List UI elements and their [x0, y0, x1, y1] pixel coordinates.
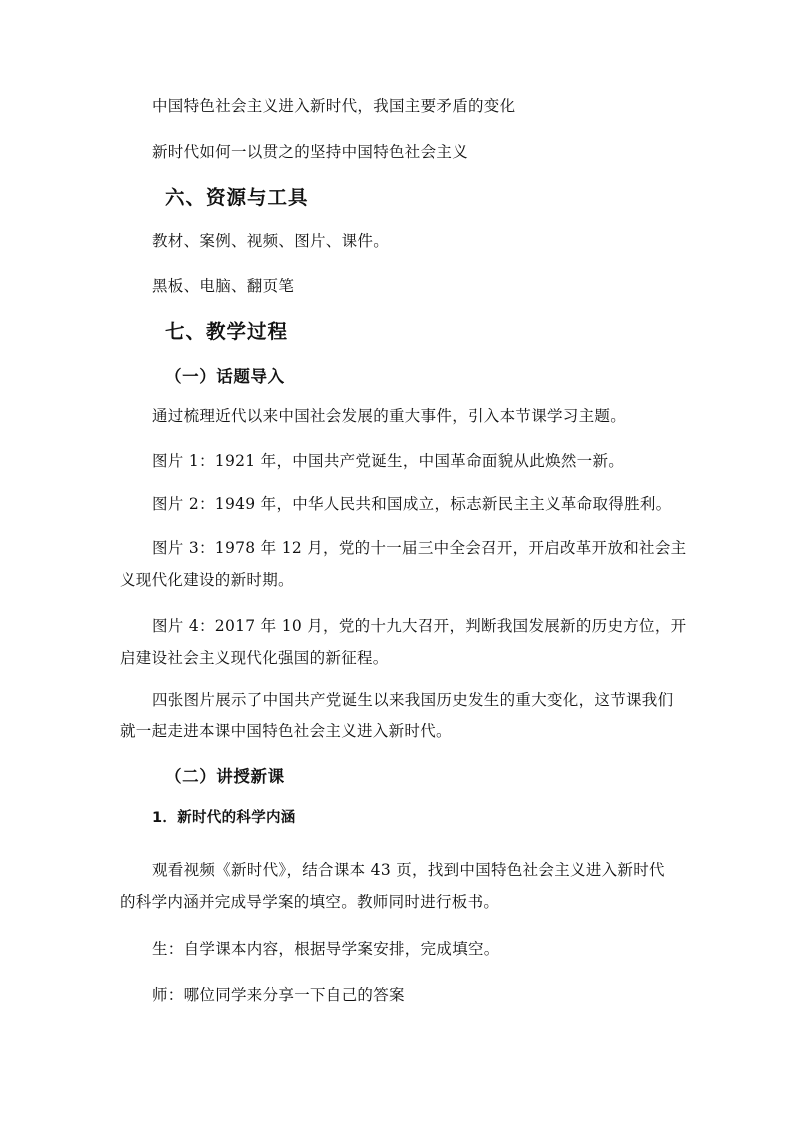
text-line: 图片 3：1978 年 12 月，党的十一届三中全会召开，开启改革开放和社会主 — [152, 539, 687, 557]
text-line: 观看视频《新时代》，结合课本 43 页，找到中国特色社会主义进入新时代 — [152, 861, 665, 879]
text-line: 就一起走进本课中国特色社会主义进入新时代。 — [120, 722, 452, 740]
text-line: 中国特色社会主义进入新时代，我国主要矛盾的变化 — [152, 97, 516, 115]
section-heading-6: 六、资源与工具 — [165, 186, 309, 209]
text-line: 通过梳理近代以来中国社会发展的重大事件，引入本节课学习主题。 — [152, 407, 627, 425]
text-line: 图片 2：1949 年，中华人民共和国成立，标志新民主主义革命取得胜利。 — [152, 495, 672, 513]
text-line: 教材、案例、视频、图片、课件。 — [152, 232, 390, 250]
text-line: 的科学内涵并完成导学案的填空。教师同时进行板书。 — [120, 893, 500, 911]
text-line: 师：哪位同学来分享一下自己的答案 — [152, 986, 405, 1004]
text-line: 义现代化建设的新时期。 — [120, 571, 294, 589]
text-line: 黑板、电脑、翻页笔 — [152, 277, 295, 295]
text-line: 图片 4：2017 年 10 月，党的十九大召开，判断我国发展新的历史方位，开 — [152, 617, 687, 635]
text-line: 新时代如何一以贯之的坚持中国特色社会主义 — [152, 143, 469, 161]
subsection-heading-2: （二）讲授新课 — [165, 767, 285, 786]
subsection-heading-1: （一）话题导入 — [165, 367, 285, 386]
text-line: 四张图片展示了中国共产党诞生以来我国历史发生的重大变化，这节课我们 — [152, 691, 674, 709]
text-line: 生：自学课本内容，根据导学案安排，完成填空。 — [152, 940, 500, 958]
text-line: 图片 1：1921 年，中国共产党诞生，中国革命面貌从此焕然一新。 — [152, 452, 625, 470]
section-heading-7: 七、教学过程 — [165, 320, 289, 343]
text-line: 启建设社会主义现代化强国的新征程。 — [120, 649, 389, 667]
item-heading-1: 1．新时代的科学内涵 — [152, 810, 296, 826]
